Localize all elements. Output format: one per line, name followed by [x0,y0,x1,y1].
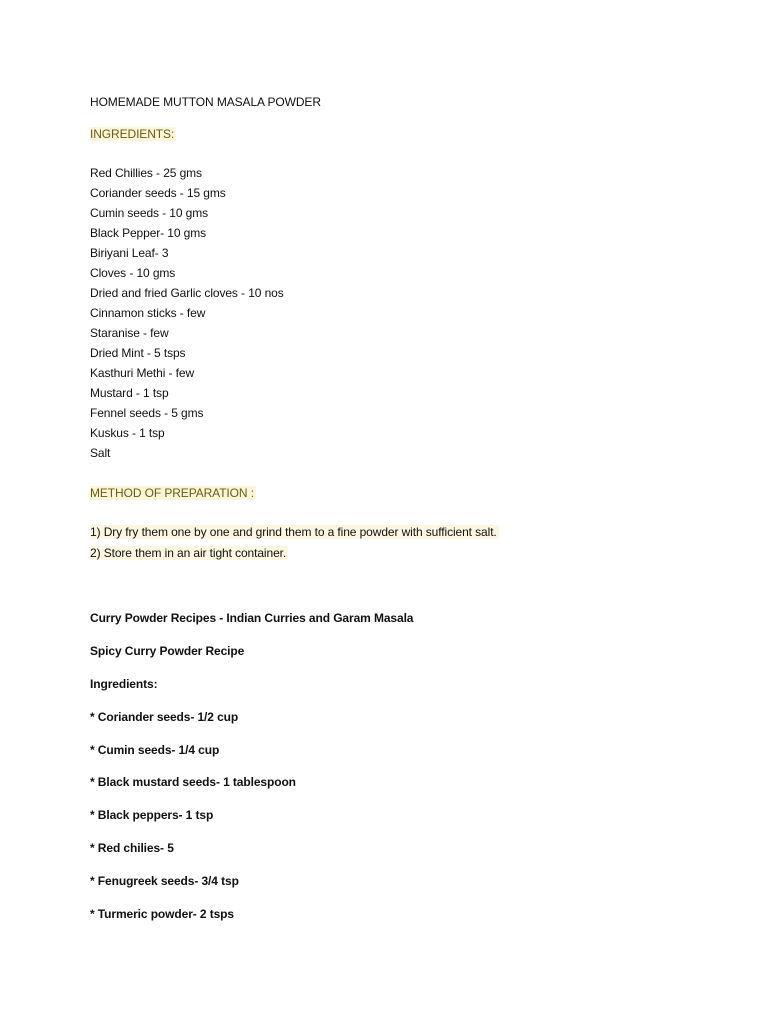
section2-item: * Fenugreek seeds- 3/4 tsp [90,874,239,888]
ingredient-item: Red Chillies - 25 gms [90,166,202,180]
ingredients-heading-text: INGREDIENTS: [90,127,175,141]
ingredient-item: Black Pepper- 10 gms [90,226,207,240]
method-step [90,524,499,540]
method-step-text: 1) Dry fry them one by one and grind them to a fine powder with sufficient salt. [90,525,497,539]
section2-title: Curry Powder Recipes - Indian Curries and Garam Masala [90,611,414,625]
ingredient-item: Mustard - 1 tsp [90,386,169,400]
section2-item: * Red chilies- 5 [90,841,174,855]
ingredient-item: Cumin seeds - 10 gms [90,206,209,220]
section2-item: * Turmeric powder- 2 tsps [90,907,234,921]
section2-item: * Cumin seeds- 1/4 cup [90,743,220,757]
ingredient-item: Salt [90,446,111,460]
ingredient-item: Kasthuri Methi - few [90,366,195,380]
ingredient-item: Fennel seeds - 5 gms [90,406,204,420]
section2-item: * Coriander seeds- 1/2 cup [90,710,239,724]
ingredient-item: Dried Mint - 5 tsps [90,346,186,360]
ingredients-heading [90,126,176,142]
method-step-text: 2) Store them in an air tight container. [90,546,287,560]
method-heading-text: METHOD OF PREPARATION : [90,486,254,500]
ingredient-item: Staranise - few [90,326,169,340]
ingredient-item: Coriander seeds - 15 gms [90,186,226,200]
method-step [90,545,288,561]
ingredient-item: Cloves - 10 gms [90,266,176,280]
ingredient-item: Biriyani Leaf- 3 [90,246,169,260]
ingredient-item: Dried and fried Garlic cloves - 10 nos [90,286,284,300]
ingredient-item: Kuskus - 1 tsp [90,426,165,440]
document-title: HOMEMADE MUTTON MASALA POWDER [90,95,321,109]
section2-item: * Black peppers- 1 tsp [90,808,214,822]
method-heading [90,485,256,501]
section2-ingredients-heading: Ingredients: [90,677,158,691]
ingredient-item: Cinnamon sticks - few [90,306,206,320]
section2-subtitle: Spicy Curry Powder Recipe [90,644,245,658]
section2-item: * Black mustard seeds- 1 tablespoon [90,775,296,789]
